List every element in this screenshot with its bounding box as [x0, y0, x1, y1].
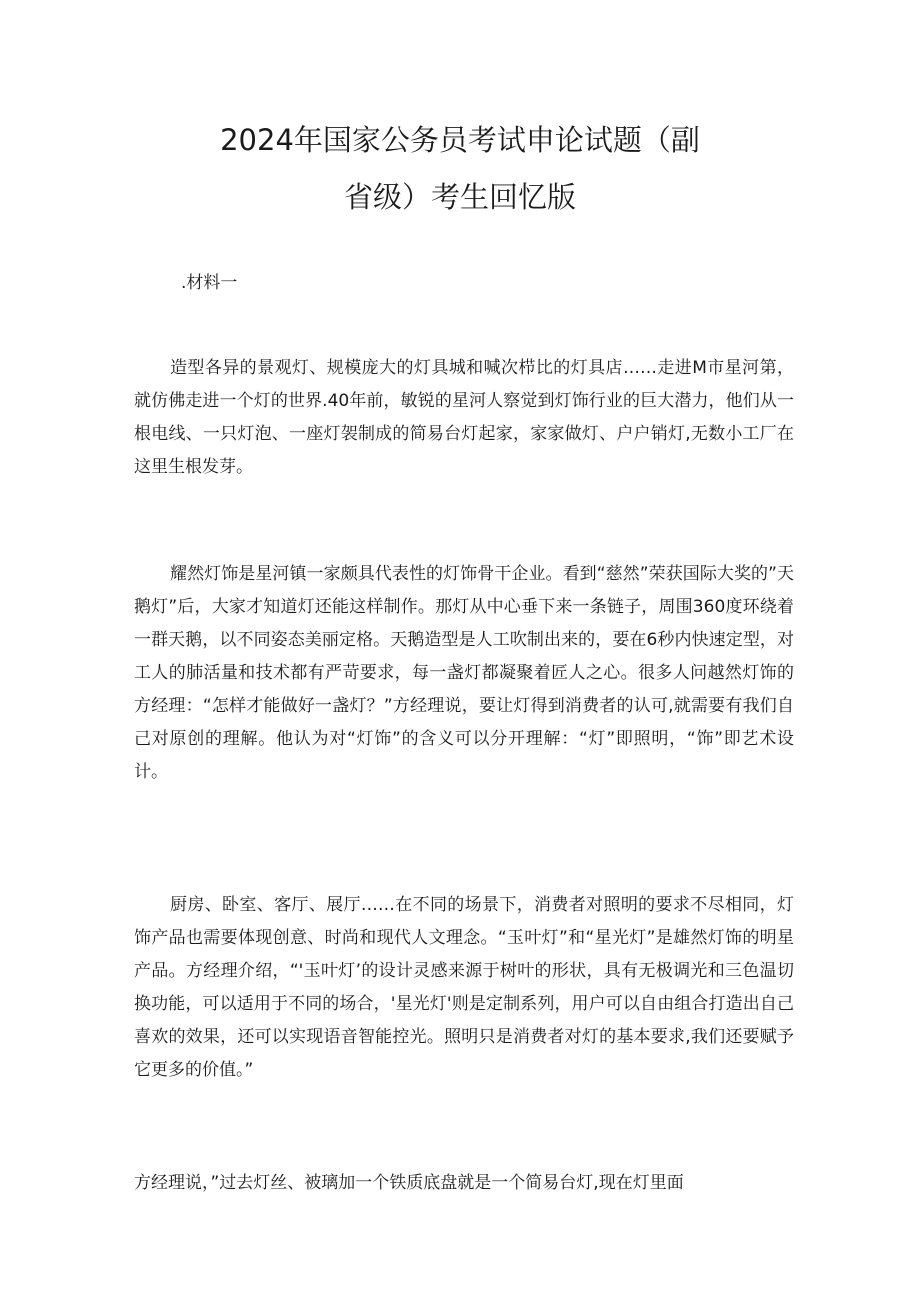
- paragraph-2: 耀然灯饰是星河镇一家颇具代表性的灯饰骨干企业。看到“慈然”荣获国际大奖的”天鹅灯”后，大家才知道灯还能这样制作。那灯从中心垂下来一条链子，周围360度环绕着一群天鹅，以不同姿态美丽定格。天鹅造型是人工吹制出来的，要在6秒内快速定型，对工人的肺活量和技术都有严苛要求，每一盏灯都凝聚着匠人之心。很多人问越然灯饰的方经理：“怎样才能做好一盏灯？”方经理说，要让灯得到消费者的认可,就需要有我们自己对原创的理解。他认为对“灯饰”的含义可以分开理解：“灯”即照明，“饰”即艺术设计。: [134, 564, 794, 782]
- paragraph-1: 造型各异的景观灯、规模庞大的灯具城和喊次栉比的灯具店……走进M市星河第，就仿佛走进一个灯的世界.40年前，敏锐的星河人察觉到灯饰行业的巨大潜力，他们从一根电线、一只灯泡、一座灯袈制成的简易台灯起家，家家做灯、户户销灯,无数小工厂在这里生根发芽。: [134, 358, 794, 477]
- title-line-2: 省级）考生回忆版: [343, 180, 576, 214]
- title-line-1: 2024年国家公务员考试申论试题（副: [220, 123, 700, 157]
- paragraph-3: 厨房、卧室、客厅、展厅……在不同的场景下，消费者对照明的要求不尽相同，灯饰产品也需要体现创意、时尚和现代人文理念。“玉叶灯”和“星光灯”是雄然灯饰的明星产品。方经理介绍，“'玉叶灯’的设计灵感来源于树叶的形状，具有无极调光和三色温切换功能，可以适用于不同的场合，'星光灯'则是定制系列，用户可以自由组合打造出自己喜欢的效果，还可以实现语音智能控光。照明只是消费者对灯的基本要求,我们还要赋予它更多的价值。”: [134, 895, 794, 1080]
- section-label: .材料一: [181, 273, 238, 293]
- document-title: [130, 112, 790, 226]
- paragraph-4: 方经理说，”过去灯丝、被璃加一个铁质底盘就是一个简易台灯,现在灯里面: [134, 1173, 684, 1193]
